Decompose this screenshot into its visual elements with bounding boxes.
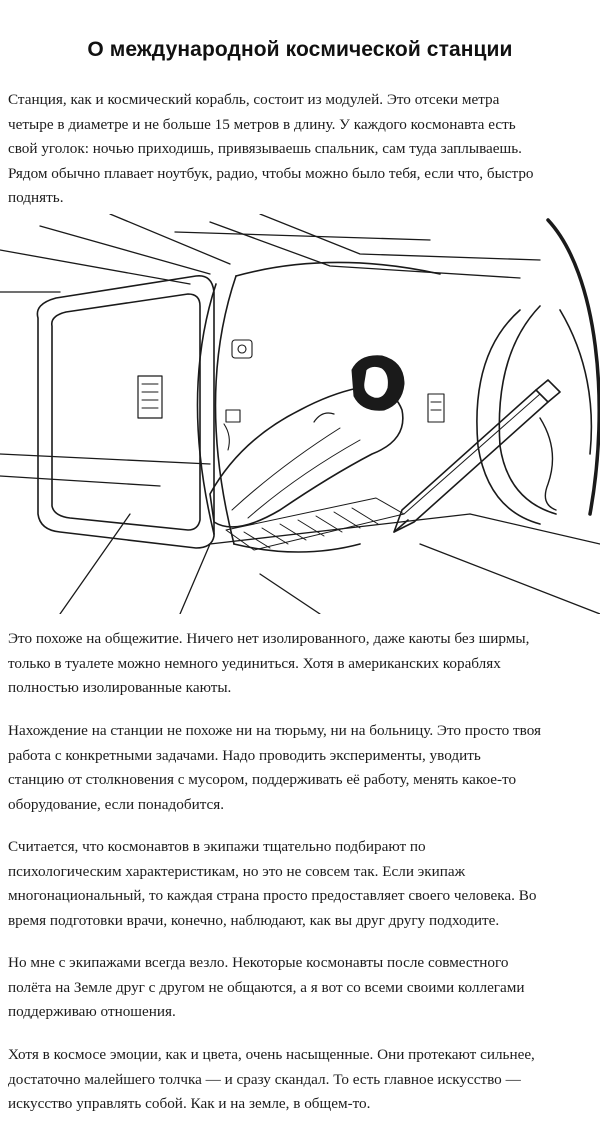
text-line: свой уголок: ночью приходишь, привязываешь спальник, сам туда заплываешь. (8, 140, 522, 157)
paragraph-crews (8, 835, 596, 933)
text-line: Станция, как и космический корабль, состоит из модулей. Это отсеки метра (8, 91, 500, 108)
sleeping-bag (210, 356, 404, 527)
paragraph-luck (8, 951, 596, 1025)
text-line: поддерживаю отношения. (8, 1003, 176, 1020)
vignette-edge (548, 220, 599, 514)
text-line: Рядом обычно плавает ноутбук, радио, чтобы можно было тебя, если что, быстро (8, 164, 534, 182)
text-line: время подготовки врачи, конечно, наблюдают, как вы друг другу подходите. (8, 911, 500, 929)
text-line: оборудование, если понадобится. (8, 795, 225, 813)
article-title: О международной космической станции (87, 38, 513, 61)
text-line: Считается, что космонавтов в экипажи тщательно подбирают по (8, 838, 426, 855)
text-line: поднять. (8, 189, 64, 206)
hose (540, 418, 556, 510)
text-line: только в туалете можно немного уединиться. Хотя в американских кораблях (8, 654, 501, 672)
text-line: Это похоже на общежитие. Ничего нет изолированного, даже каюты без ширмы, (8, 630, 530, 647)
paragraph-work (8, 719, 596, 817)
text-line: Нахождение на станции не похоже ни на тюрьму, ни на больницу. Это просто твоя (8, 722, 542, 739)
text-line: полностью изолированные каюты. (8, 679, 232, 696)
text-line: станцию от столкновения с мусором, поддерживать её работу, менять какое-то (8, 771, 517, 788)
text-line: психологическим характеристикам, но это не совсем так. Если экипаж (8, 862, 466, 880)
hatch-door (37, 276, 214, 548)
intro-paragraph (8, 88, 596, 211)
floor-grating (226, 498, 404, 550)
text-line: Но мне с экипажами всегда везло. Некоторые космонавты после совместного (8, 954, 509, 971)
paragraph-emotions (8, 1043, 596, 1117)
text-line: работа с конкретными задачами. Надо проводить эксперименты, уводить (8, 746, 481, 764)
text-line: достаточно малейшего толчка — и сразу скандал. То есть главное искусство — (8, 1070, 521, 1088)
text-line: полёта на Земле друг с другом не общаются, а я вот со всеми своими коллегами (8, 978, 525, 996)
ceiling-lines (0, 214, 540, 292)
text-line: Хотя в космосе эмоции, как и цвета, очень насыщенные. Они протекают сильнее, (8, 1046, 535, 1063)
text-line: четыре в диаметре и не больше 15 метров в длину. У каждого космонавта есть (8, 115, 516, 133)
paragraph-dormitory (8, 627, 596, 701)
space-station-illustration (0, 214, 600, 614)
text-line: многонациональный, то каждая страна просто предоставляет своего человека. Во (8, 887, 537, 904)
text-line: искусство управлять собой. Как и на земле, в общем-то. (8, 1095, 371, 1112)
